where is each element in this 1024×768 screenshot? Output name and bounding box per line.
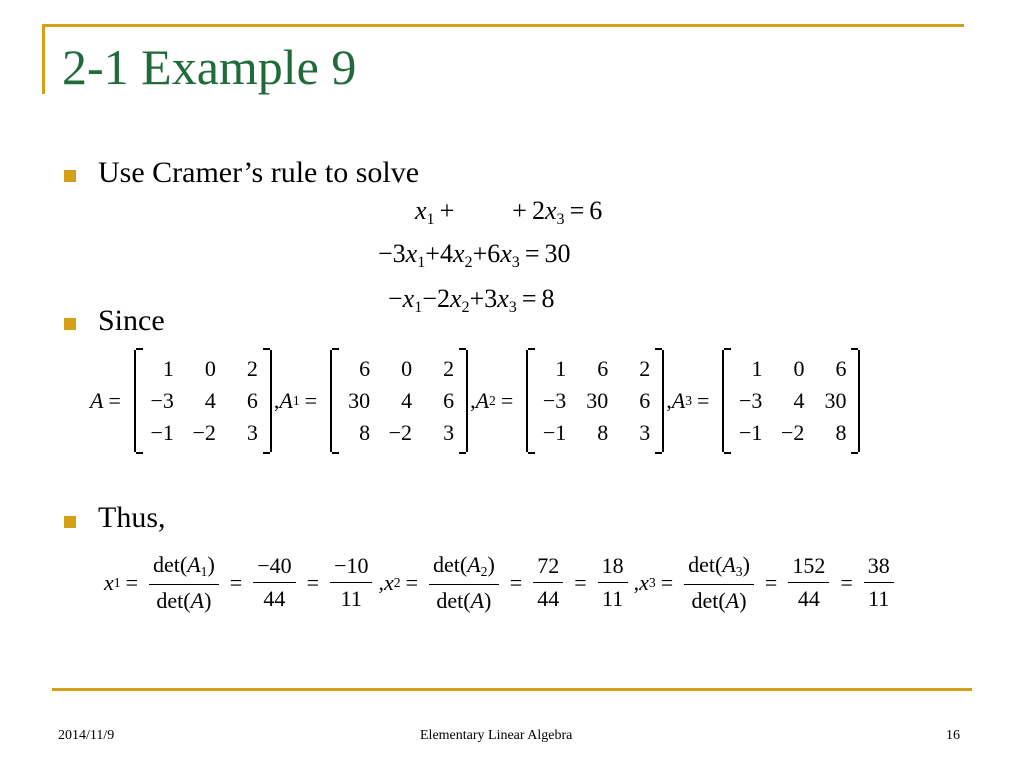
- matrix-a2: 1 6 2 −3 30 6 −1 8 3: [526, 350, 664, 452]
- fraction-reduced: $\frac{38}{11}$: [864, 553, 894, 612]
- equation-2: $-3x_1+4x_2+6x_3 = 30$: [378, 239, 571, 271]
- solution-x2: x 2 = $\frac{\det(A_2)}{\det(A)}$ = $\frac{72}{44}$ = $\frac{18}{11}$ ,: [383, 552, 640, 613]
- fraction-value: $\frac{-40}{44}$: [253, 553, 295, 612]
- fraction-value: $\frac{152}{44}$: [788, 553, 829, 612]
- footer-course: Elementary Linear Algebra: [420, 728, 573, 743]
- bullet-text-since: Since: [98, 304, 165, 337]
- fraction-reduced: $\frac{-10}{11}$: [330, 553, 372, 612]
- bullet-text-cramer: Use Cramer’s rule to solve: [98, 156, 420, 189]
- footer-date: 2014/11/9: [58, 728, 115, 743]
- bullet-marker: [64, 170, 76, 182]
- matrix-label-a1: , A 1 =: [273, 388, 318, 413]
- fraction-reduced: $\frac{18}{11}$: [598, 553, 628, 612]
- matrix-a3: 1 0 6 −3 4 30 −1 −2 8: [722, 350, 860, 452]
- footer-page-number: 16: [946, 728, 960, 743]
- matrix-label-a3: , A 3 =: [666, 388, 710, 413]
- solution-x3: x 3 = $\frac{\det(A_3)}{\det(A)}$ = $\frac{152}{44}$ = $\frac{38}{11}$: [639, 552, 900, 613]
- equation-1: $x_1$ + + $2x_3 = 6$: [415, 196, 603, 228]
- fraction-det: $\frac{\det(A_3)}{\det(A)}$: [684, 552, 754, 613]
- fraction-det: $\frac{\det(A_2)}{\det(A)}$: [429, 552, 499, 613]
- slide-title: 2-1 Example 9: [62, 39, 357, 95]
- solutions-row: [104, 548, 900, 618]
- fraction-det: $\frac{\det(A_1)}{\det(A)}$: [149, 552, 219, 613]
- bullet-marker: [64, 516, 76, 528]
- bottom-rule: [52, 688, 972, 691]
- matrix-label-a2: , A 2 =: [470, 388, 514, 413]
- top-rule: [42, 24, 964, 27]
- matrix-a1: 6 0 2 30 4 6 8 −2 3: [330, 350, 468, 452]
- fraction-value: $\frac{72}{44}$: [533, 553, 563, 612]
- solution-x1: x 1 = $\frac{\det(A_1)}{\det(A)}$ = $\frac{-40}{44}$ = $\frac{-10}{11}$ ,: [104, 552, 384, 613]
- equation-3: $-x_1-2x_2+3x_3 = 8$: [388, 284, 555, 316]
- matrix-a: 1 0 2 −3 4 6 −1 −2 3: [134, 350, 272, 452]
- matrix-label-a: A =: [90, 388, 121, 413]
- matrices-row: [90, 346, 862, 456]
- bullet-text-thus: Thus,: [98, 501, 166, 534]
- bullet-marker: [64, 318, 76, 330]
- left-rule: [42, 24, 45, 94]
